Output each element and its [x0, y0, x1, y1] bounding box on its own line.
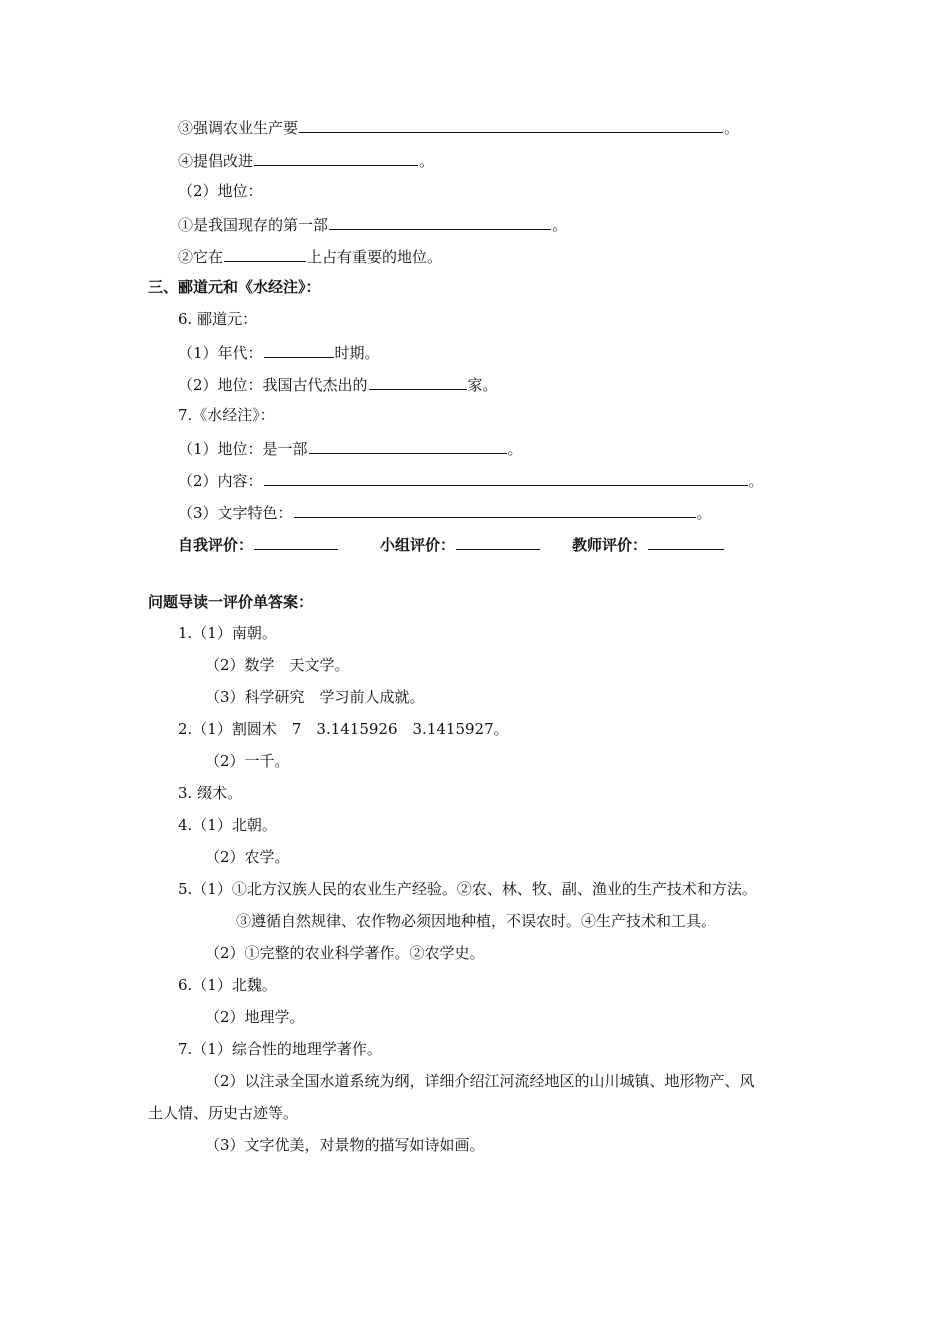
line-li-daoyuan: 6. 郦道元：: [178, 310, 258, 328]
line-content: [178, 469, 764, 491]
line-text: ④提倡改进: [178, 152, 254, 170]
line-status-heading: （2）地位：: [178, 182, 263, 200]
answer-blank[interactable]: [294, 501, 696, 518]
answer-line: 4.（1）北朝。: [178, 816, 277, 834]
line-text: ③强调农业生产要: [178, 119, 299, 137]
line-text: （2）地位：我国古代杰出的: [178, 376, 368, 394]
answer-line: 5.（1）①北方汉族人民的农业生产经验。②农、林、牧、副、渔业的生产技术和方法。: [178, 880, 757, 898]
answer-line: （2）①完整的农业科学著作。②农学史。: [205, 944, 485, 962]
answer-line: 1.（1）南朝。: [178, 624, 277, 642]
answers-title: 问题导读一评价单答案：: [148, 593, 314, 611]
line-end: 家。: [467, 376, 498, 394]
section-heading-3: 三、郦道元和《水经注》：: [148, 278, 321, 296]
group-evaluation: [380, 533, 541, 555]
line-outstanding: [178, 373, 498, 395]
answer-line: （2）农学。: [205, 848, 290, 866]
answer-line: ③遵循自然规律、农作物必须因地种植，不误农时。④生产技术和工具。: [236, 912, 717, 930]
answer-line: （2）地理学。: [205, 1008, 305, 1026]
answer-line: 7.（1）综合性的地理学著作。: [178, 1040, 382, 1058]
line-text: （1）地位：是一部: [178, 440, 308, 458]
line-end: 时期。: [334, 344, 380, 362]
answer-line: （2）一千。: [205, 752, 290, 770]
line-text: （3）文字特色：: [178, 504, 293, 522]
answer-blank[interactable]: [264, 469, 748, 486]
line-status-book: [178, 437, 523, 459]
line-end: 。: [552, 216, 568, 234]
answer-line: （2）以注录全国水道系统为纲，详细介绍江河流经地区的山川城镇、地形物产、风: [205, 1072, 755, 1090]
answer-blank[interactable]: [224, 245, 306, 262]
line-emphasize-agriculture: [178, 116, 739, 138]
answer-line: 3. 缀术。: [178, 784, 243, 802]
self-evaluation: [178, 533, 339, 555]
line-first-existing: [178, 213, 567, 235]
answer-blank[interactable]: [329, 213, 551, 230]
group-evaluation-label: 小组评价：: [380, 536, 456, 554]
line-end: 上占有重要的地位。: [307, 248, 443, 266]
teacher-evaluation-blank[interactable]: [648, 533, 724, 550]
line-era: [178, 341, 380, 363]
line-end: 。: [696, 504, 712, 522]
line-text: （1）年代：: [178, 344, 263, 362]
line-end: 。: [507, 440, 523, 458]
line-end: 。: [724, 119, 740, 137]
answer-line: 6.（1）北魏。: [178, 976, 277, 994]
self-evaluation-label: 自我评价：: [178, 536, 254, 554]
group-evaluation-blank[interactable]: [456, 533, 540, 550]
line-text: （2）内容：: [178, 472, 263, 490]
line-end: 。: [748, 472, 764, 490]
answer-line: （3）文字优美，对景物的描写如诗如画。: [205, 1136, 485, 1154]
line-end: 。: [419, 152, 435, 170]
teacher-evaluation: [572, 533, 725, 555]
self-evaluation-blank[interactable]: [254, 533, 338, 550]
teacher-evaluation-label: 教师评价：: [572, 536, 648, 554]
answer-line: 2.（1）割圆术 7 3.1415926 3.1415927。: [178, 720, 509, 738]
line-writing-style: [178, 501, 712, 523]
answer-blank[interactable]: [254, 149, 418, 166]
answer-blank[interactable]: [299, 116, 723, 133]
line-important-position: [178, 245, 442, 267]
answer-blank[interactable]: [264, 341, 334, 358]
line-advocate-improve: [178, 149, 434, 171]
answer-blank[interactable]: [369, 373, 467, 390]
answer-line: （2）数学 天文学。: [205, 656, 350, 674]
answer-blank[interactable]: [309, 437, 507, 454]
line-shuijingzhu: 7.《水经注》：: [178, 406, 275, 424]
answer-line: （3）科学研究 学习前人成就。: [205, 688, 425, 706]
line-text: ①是我国现存的第一部: [178, 216, 329, 234]
line-text: ②它在: [178, 248, 224, 266]
answer-line: 土人情、历史古迹等。: [148, 1104, 299, 1122]
